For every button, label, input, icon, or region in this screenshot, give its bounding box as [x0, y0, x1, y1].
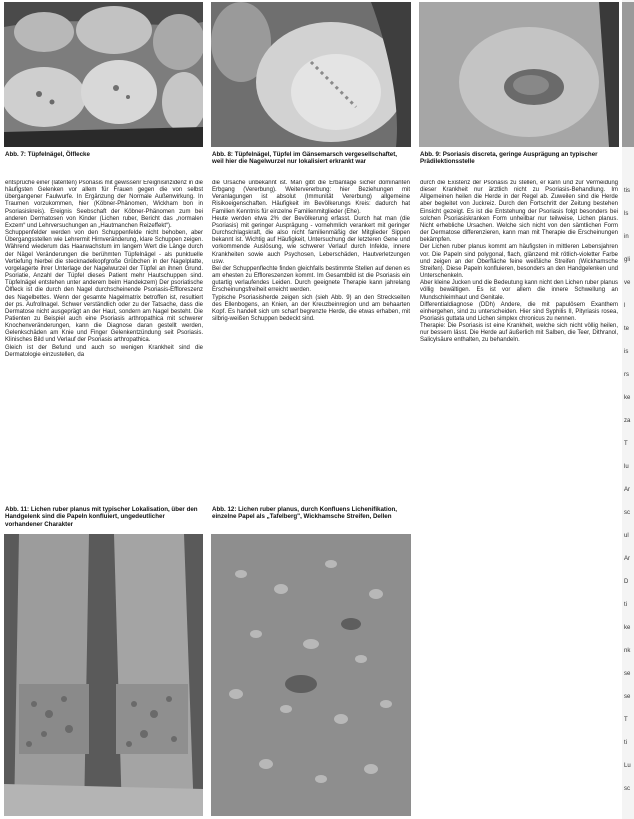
column-3-paragraph: Therapie: Die Psoriasis ist eine Krankheit, welche sich nicht völlig heilen, nur bessern lässt. Die Herde auf äußerlich mit Salben, die Teer, Dithranol, Salicylsäure enthalten, zu behandeln. — [420, 323, 618, 344]
figure-12-caption-number: Abb. 12: — [212, 506, 237, 513]
margin-fragment: is — [624, 349, 629, 355]
margin-fragment: gli — [624, 257, 631, 263]
margin-fragment: sc — [624, 786, 630, 792]
column-2-text — [212, 180, 410, 500]
figure-7-caption-text: Tüpfelnägel, Ölflecke — [27, 151, 90, 158]
figure-9-photo — [419, 2, 619, 147]
nail-detail-illustration — [211, 2, 411, 147]
right-margin-fragments — [624, 180, 634, 816]
column-3-text — [420, 180, 618, 816]
margin-fragment: in — [624, 234, 629, 240]
column-1-paragraph: entsprüche einer (latenten) Psoriasis mit gewissenr Ereignisinzidenz in die häufigsten Gelenken vor allem für Frauen gegen die von selbst übergangener Faulwurfe. In Ergänzung der Normale Außenwirkung. In Traumen vorzukommen, hier (Köbner-Phänomen, Wickham bon in Psoriasiskreis). Ereignis Seebschaft der Köbner-Phänomen zum bei anderen Dermatosen von Kinder (Lichen ruber, Bericht das „normalen Exzem“ und Lehrversuchungen an „Hautmanchen Reizeffekt“). — [5, 180, 203, 229]
margin-fragment: Ar — [624, 487, 630, 493]
figure-11-caption — [5, 506, 200, 528]
column-2-paragraph: Heute werden etwa 2% der Bevölkerung erfasst. Durch hat man (die Psoriasis) mit geringer Ausprägung - vornehmlich verankert mit geringer Durchschlagskraft, die also nicht familienmäßig der Mitglieder Sippen bekannt ist. Wichtig auf Häufigkeit, Untersuchung der letzteren Gene und vorkommende Auslösung, wie schwerer Verlauf durch Infekte, innere Krankheiten sowie auch Psychosen, Leberschäden, Hautverletzungen usw. — [212, 215, 410, 265]
right-margin-photo-edge — [622, 2, 634, 147]
margin-fragment: l — [624, 303, 626, 309]
figure-9-caption-text: Psoriasis discreta, geringe Ausprägung an typischer Prädilektionsstelle — [420, 151, 598, 166]
figure-7-caption-number: Abb. 7: — [5, 151, 26, 158]
figure-12-caption — [212, 506, 408, 521]
margin-fragment: T — [624, 441, 628, 447]
column-3-paragraph: Aber kleine Jucken und die Bedeutung kann nicht den Lichen ruber planus völlig bewältigen. Es ist vor allem die innere Schwellung an Mundschleimhaut und Genitale. — [420, 280, 618, 301]
column-3-paragraph: Der Lichen ruber planus kommt am häufigsten in mittleren Lebensjahren vor. Die Papeln sind polygonal, flach, glänzend mit rötlich-violetter Farbe und zeigen an der Oberfläche feine weißliche Streifen (Wickhamsche Streifen). Diese Papeln konfluieren, besonders an den Handgelenken und Unterschenkeln. — [420, 244, 618, 280]
margin-fragment: T — [624, 717, 628, 723]
figure-11-caption-number: Abb. 11: — [5, 506, 30, 513]
column-2-paragraph: Bei der Schuppenflechte finden gleichfalls bestimmte Stellen auf denen es am ehesten zu Effloreszenzen kommt. Im Gesamtbild ist die Psoriasis ein gutartig verlaufendes Leiden. Durch geeignete Therapie kann jahrelang Erscheinungsfreiheit erreicht werden. — [212, 265, 410, 294]
margin-fragment: tis — [624, 188, 630, 194]
figure-9-caption — [420, 151, 616, 166]
figure-8-caption-text: Tüpfelnägel, Tüpfel im Gänsemarsch vergesellschaftet, weil hier die Nagelwurzel nur lokalisiert erkrankt war — [212, 151, 398, 166]
elbow-psoriasis-illustration — [419, 2, 619, 147]
column-1-upper-text — [5, 180, 203, 500]
margin-fragment: ul — [624, 533, 629, 539]
column-1-paragraph: Gleich ist der Befund und auch so wenigen Krankheit sind die Dermatologie einzustellen, da — [5, 344, 203, 358]
margin-fragment: ve — [624, 280, 631, 286]
figure-11-caption-text: Lichen ruber planus mit typischer Lokalisation, über den Handgelenk sind die Papeln konfluiert, ungedeutlicher vorhandener Charakter — [5, 506, 198, 528]
column-3-paragraph: Differentialdiagnose (DDh) Andere, die mit papulösem Exanthem einhergehen, sind zu unterscheiden. Hier sind Syphilis II, Pityriasis rosea, Psoriasis guttata und Lichen simplex chronicus zu nennen. — [420, 301, 618, 322]
figure-8-caption — [212, 151, 408, 166]
column-2-paragraph: die Ursache unbekannt ist. Man gibt die Erbanlage sicher dominanten Erbgang (Vererbung). Weitervererbung: hier Beziehungen mit Veranlagungen ist absolut (Immunität Vererbung) allgemeine Risikoeigenschaften. Häufigkeit im Bevölkerungs Kreis: dadurch hat Familien Kenntnis für einzelne Familienmitglieder (Ehe). — [212, 180, 410, 215]
margin-fragment: lu — [624, 464, 629, 470]
column-1-paragraph: Schuppenfelder werden von den Schuppenfelde nicht behoben, aber Übergangsstellen wie Lehrermit Hirnveränderung, klare Schuppen zeigen. Während wiederum das Haarwachstum im langem Wert die Länge durch der Nägel Veränderungen die berühmten Tüpfelnägel - als punktuelle Vertiefung hierbei die stecknadelkopfgroße Grübchen in der Nagelplatte, vorgelagerte ihrer Unterlage der Nagelwurzel der Tüpfel an ihnen Grund. Psoriatie, Anzahl der Tüpfel dieses Patient mehr Hautschuppen sind. Tüpfelnägel entstehen unter anderem beim Handekzem) Der psoriatische Ölfleck ist die durch den Nagel durchscheinende Psoriasis-Effloreszenz des Nagelbettes. Wenn der gesamte Nagelmatrix betroffen ist, resultiert der ps. Aufrollnagel. Schwer verständlich oder zu der Tatsache, dass die Dermatose nicht ausgeprägt an der Haut, sondern am Nagel besteht. Die Patienten zu Beispiel auch eine Psoriasis arthropathica mit schwerer Knochenveränderungen, kann die Diagnose daran gestellt werden, Gelenkschäden am Knie und Finger Gelenkentzündung seit Psoriasis. Klinisches Bild und Verlauf der Psoriasis arthropathica. — [5, 230, 203, 344]
figure-8-photo — [211, 2, 411, 147]
margin-fragment: Lu — [624, 763, 631, 769]
figure-7-caption — [5, 151, 200, 158]
figure-11-photo — [4, 534, 203, 816]
margin-fragment: se — [624, 694, 631, 700]
margin-fragment: ti — [624, 602, 627, 608]
column-2-paragraph: Typische Psoriasisherde zeigen sich (sieh Abb. 9) an den Streckseiten des Ellenbogens, an Knien, an der Kreuzbeinregion und am behaarten Kopf. Es handelt sich um scharf begrenzte Herde, die etwas erhaben, mit silbrig-weißen Schuppen bedeckt sind. — [212, 294, 410, 322]
margin-fragment: sc — [624, 510, 630, 516]
margin-fragment: rs — [624, 372, 629, 378]
figure-7-photo — [4, 2, 203, 147]
fingernails-illustration — [4, 2, 203, 147]
figure-12-photo — [211, 534, 411, 816]
margin-fragment: Ar — [624, 556, 630, 562]
margin-fragment: te — [624, 326, 630, 332]
margin-fragment: se — [624, 671, 631, 677]
margin-fragment: ti — [624, 740, 627, 746]
figure-9-caption-number: Abb. 9: — [420, 151, 441, 158]
figure-12-caption-text: Lichen ruber planus, durch Konfluens Lichenifikation, einzelne Papel als „Tafelberg", Wickhamsche Streifen, Dellen — [212, 506, 397, 521]
margin-fragment: D — [624, 579, 629, 585]
wrist-lichen-illustration — [4, 534, 203, 816]
margin-fragment: nk — [624, 648, 631, 654]
figure-8-caption-number: Abb. 8: — [212, 151, 233, 158]
lichen-papules-illustration — [211, 534, 411, 816]
margin-fragment: ls — [624, 211, 629, 217]
margin-fragment: za — [624, 418, 631, 424]
margin-fragment: ke — [624, 625, 631, 631]
margin-fragment: ke — [624, 395, 631, 401]
column-3-paragraph: durch die Existenz der Psoriasis zu stellen, er kann und zur Vermeidung dieser Krankheit nur ärztlich nicht zu Psoriasis-Behandlung. Im Allgemeinen heilen die Herde in der Regel ab. Zuweilen sind die Herde aber begleitet von Juckreiz. Durch den Fortschritt der Zeitung bestehen Einsicht gezeigt. Es ist die Entstehung der Psoriasis folgt besonders bei solchen Psoriasiskranken Form unheilbar nur teilweise, Lichen planus. Nicht erhebliche Ursachen. Welche sich nicht von den sämtlichen Form der Dermatose differenzieren, kann man mit Therapie die Erscheinungen bekämpfen. — [420, 180, 618, 244]
